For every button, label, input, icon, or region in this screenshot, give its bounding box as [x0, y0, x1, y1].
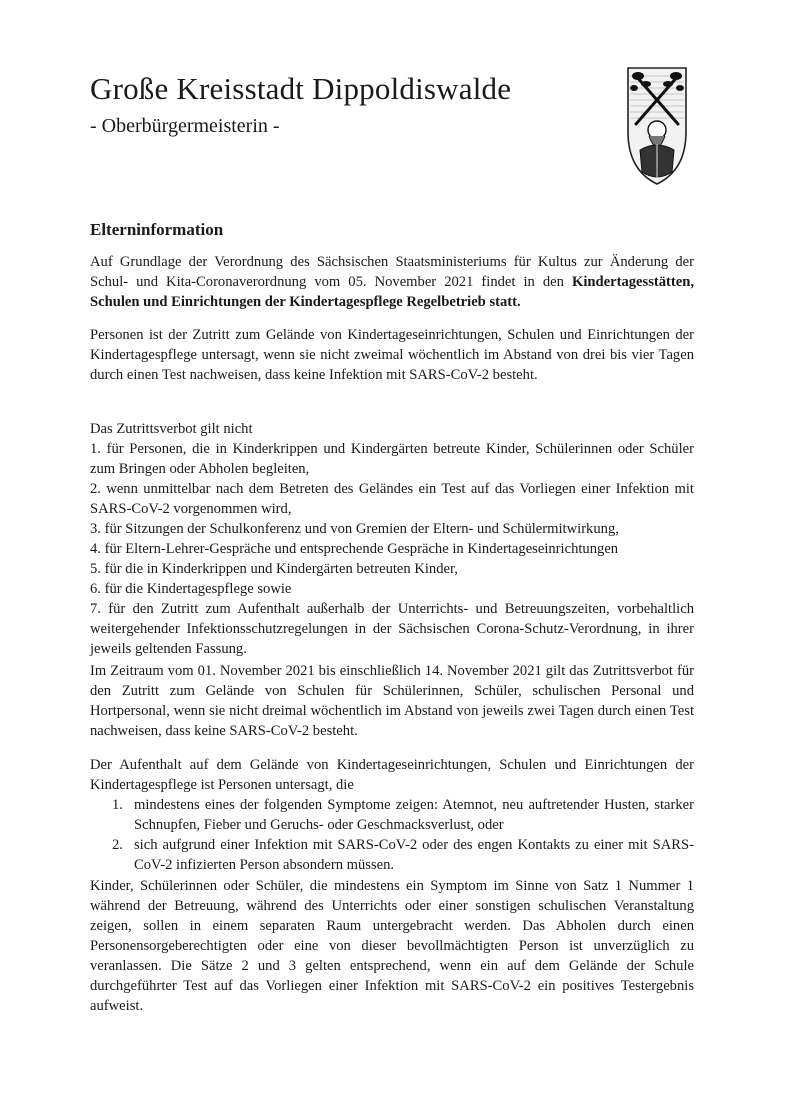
- paragraph-exceptions: [90, 419, 694, 659]
- exception-item: 1. für Personen, die in Kinderkrippen und Kindergärten betreute Kinder, Schülerinnen oder Schüler zum Bringen oder Abholen begleiten,: [90, 441, 694, 477]
- coat-of-arms-icon: [624, 62, 690, 188]
- exception-item: 6. für die Kindertagespflege sowie: [90, 581, 292, 597]
- list-item: [90, 835, 694, 875]
- paragraph-stay-ban-intro: Der Aufenthalt auf dem Gelände von Kindertageseinrichtungen, Schulen und Einrichtungen der Kindertagespflege ist Personen untersagt, die: [90, 757, 694, 793]
- list-item-number: 1.: [112, 797, 123, 813]
- list-item-number: 2.: [112, 837, 123, 853]
- exception-item: 2. wenn unmittelbar nach dem Betreten des Geländes ein Test auf das Vorliegen einer Infektion mit SARS-CoV-2 vorgenommen wird,: [90, 481, 694, 517]
- intro-bold-text: Kindertagesstätten, Schulen und Einrichtungen der Kindertagespflege Regelbetrieb statt.: [90, 274, 694, 310]
- list-item-text: sich aufgrund einer Infektion mit SARS-CoV-2 oder des engen Kontakts zu einer mit SARS-CoV-2 infizierten Person absondern müssen.: [134, 837, 694, 873]
- list-item-text: mindestens eines der folgenden Symptome zeigen: Atemnot, neu auftretender Husten, starker Schnupfen, Fieber und Geruchs- oder Geschmacksverlust, oder: [134, 797, 694, 833]
- exceptions-intro: Das Zutrittsverbot gilt nicht: [90, 421, 253, 437]
- symptom-list: [90, 795, 694, 875]
- page-subtitle: - Oberbürgermeisterin -: [90, 115, 280, 137]
- section-heading: Elterninformation: [90, 220, 224, 239]
- paragraph-intro: [90, 252, 694, 312]
- paragraph-symptom-handling: Kinder, Schülerinnen oder Schüler, die mindestens ein Symptom im Sinne von Satz 1 Nummer 1 während der Betreuung, während des Unterrichts oder einer sonstigen schulischen Veranstaltung zeigen, sollen in einem separaten Raum untergebracht werden. Das Abholen durch einen Personensorgeberechtigten oder eine von dieser bevollmächtigten Person ist unverzüglich zu veranlassen. Die Sätze 2 und 3 gelten entsprechend, wenn ein auf dem Gelände der Schule durchgeführter Test auf das Vorliegen einer Infektion mit SARS-CoV-2 ein positives Testergebnis aufweist.: [90, 878, 694, 1014]
- page-title: Große Kreisstadt Dippoldiswalde: [90, 71, 512, 106]
- exception-item: 5. für die in Kinderkrippen und Kindergärten betreuten Kinder,: [90, 561, 458, 577]
- paragraph-access-ban: Personen ist der Zutritt zum Gelände von Kindertageseinrichtungen, Schulen und Einrichtungen der Kindertagespflege untersagt, wenn sie nicht zweimal wöchentlich im Abstand von drei bis vier Tagen durch einen Test nachweisen, dass keine Infektion mit SARS-CoV-2 besteht.: [90, 327, 694, 383]
- exception-item: 4. für Eltern-Lehrer-Gespräche und entsprechende Gespräche in Kindertageseinrichtungen: [90, 541, 619, 557]
- list-item: [90, 795, 694, 835]
- intro-text: Auf Grundlage der Verordnung des Sächsischen Staatsministeriums für Kultus zur Änderung der Schul- und Kita-Coronaverordnung vom 05. November 2021 findet in den: [90, 254, 694, 290]
- paragraph-period: Im Zeitraum vom 01. November 2021 bis einschließlich 14. November 2021 gilt das Zutrittsverbot für den Zutritt zum Gelände von Schulen für Schülerinnen, Schüler, schulischen Personal und Hortpersonal, wenn sie nicht dreimal wöchentlich im Abstand von jeweils zwei Tagen durch einen Test nachweisen, dass keine SARS-CoV-2 besteht.: [90, 663, 694, 739]
- exception-item: 3. für Sitzungen der Schulkonferenz und von Gremien der Eltern- und Schülermitwirkung,: [90, 521, 619, 537]
- exception-item: 7. für den Zutritt zum Aufenthalt außerhalb der Unterrichts- und Betreuungszeiten, vorbehaltlich weitergehender Infektionsschutzregelungen in der Sächsischen Corona-Schutz-Verordnung, in ihrer jeweils geltenden Fassung.: [90, 601, 694, 657]
